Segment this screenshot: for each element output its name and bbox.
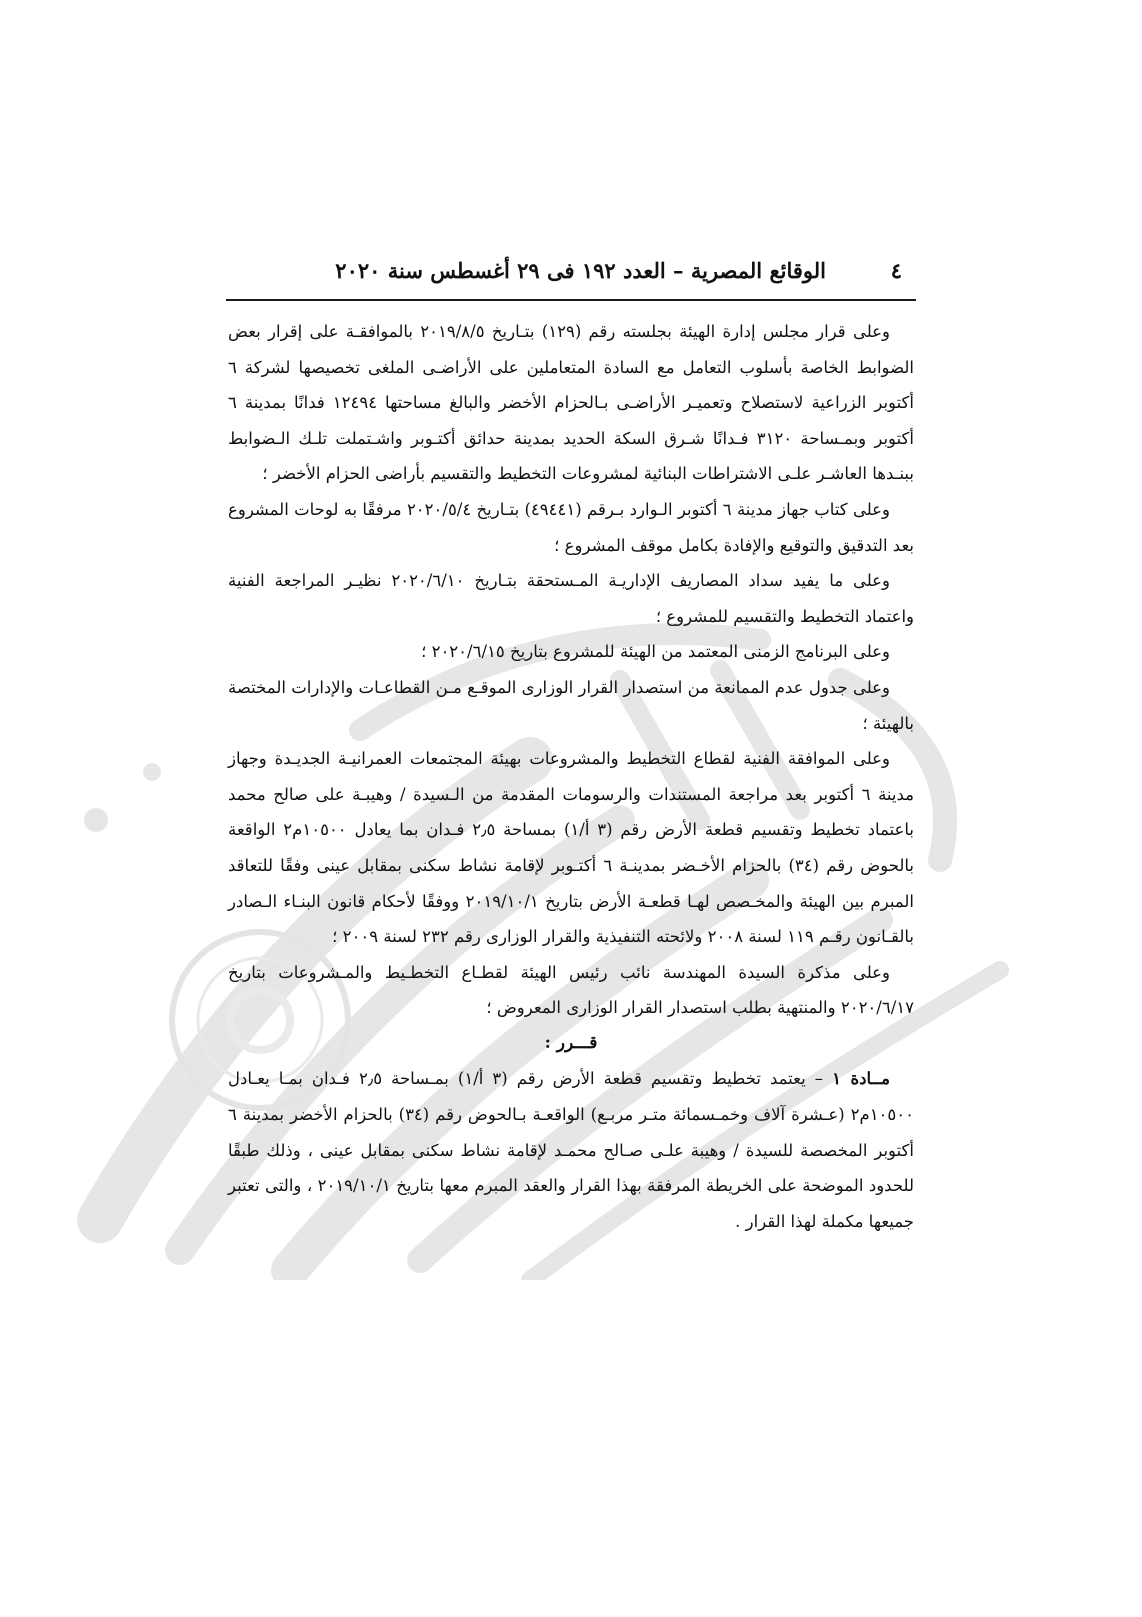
decision-word: قـــرر : [544, 1032, 598, 1053]
gazette-title: الوقائع المصرية – العدد ١٩٢ فى ٢٩ أغسطس سنة ٢٠٢٠ [335, 258, 826, 283]
recital-paragraph: وعلى البرنامج الزمنى المعتمد من الهيئة للمشروع بتاريخ ٢٠٢٠/٦/١٥ ؛ [421, 642, 890, 662]
recital-paragraph: وعلى مذكرة السيدة المهندسة نائب رئيس الهيئة لقطـاع التخطـيط والمـشروعات بتاريخ ٢٠٢٠/٦/١٧ والمنتهية بطلب استصدار القرار الوزارى المعروض ؛ [228, 962, 914, 1018]
page-header [226, 258, 916, 298]
recital-paragraph: وعلى الموافقة الفنية لقطاع التخطيط والمشروعات بهيئة المجتمعات العمرانيـة الجديـدة وجهاز مدينة ٦ أكتوبر بعد مراجعة المستندات والرسومات المقدمة من الـسيدة / وهيبـة على صالح محمد باعتماد تخطيط وتقسيم قطعة الأرض رقم (٣ أ/١) بمساحة ٢٫٥ فـدان بما يعادل ١٠٥٠٠م٢ الواقعة بالحوض رقم (٣٤) بالحزام الأخـضر بمدينـة ٦ أكتـوبر لإقامة نشاط سكنى بمقابل عينى وفقًا للتعاقد المبرم بين الهيئة والمخـصص لهـا قطعـة الأرض بتاريخ ٢٠١٩/١٠/١ ووفقًا لأحكام قانون البنـاء الـصادر بالقـانون رقـم ١١٩ لسنة ٢٠٠٨ ولائحته التنفيذية والقرار الوزارى رقم ٢٣٢ لسنة ٢٠٠٩ ؛ [228, 749, 915, 947]
document-body [228, 314, 914, 1239]
header-rule [226, 299, 916, 301]
article-label: مــادة ١ [832, 1069, 891, 1089]
recital-paragraph: وعلى قرار مجلس إدارة الهيئة بجلسته رقم (١٢٩) بتـاريخ ٢٠١٩/٨/٥ بالموافقـة على إقرار بعض الضوابط الخاصة بأسلوب التعامل مع السادة المتعاملين على الأراضـى الملغى تخصيصها لشركة ٦ أكتوبر الزراعية لاستصلاح وتعميـر الأراضـى بـالحزام الأخضر والبالغ مساحتها ١٢٤٩٤ فدانًا بمدينة ٦ أكتوبر وبمـساحة ٣١٢٠ فـدانًا شـرق السكة الحديد بمدينة حدائق أكتـوبر واشـتملت تلـك الـضوابط ببنـدها العاشـر علـى الاشتراطات البنائية لمشروعات التخطيط والتقسيم بأراضى الحزام الأخضر ؛ [228, 322, 914, 484]
decision-heading [228, 1026, 914, 1062]
recital-paragraph: وعلى جدول عدم الممانعة من استصدار القرار الوزارى الموقـع مـن القطاعـات والإدارات المختصة بالهيئة ؛ [228, 677, 914, 733]
recital-paragraph: وعلى كتاب جهاز مدينة ٦ أكتوبر الـوارد بـرقم (٤٩٤٤١) بتـاريخ ٢٠٢٠/٥/٤ مرفقًا به لوحات المشروع بعد التدقيق والتوقيع والإفادة بكامل موقف المشروع ؛ [228, 499, 914, 555]
article-paragraph [228, 1061, 914, 1239]
page-number: ٤ [890, 258, 902, 283]
recital-paragraph: وعلى ما يفيد سداد المصاريف الإداريـة المـستحقة بتـاريخ ٢٠٢٠/٦/١٠ نظيـر المراجعة الفنية واعتماد التخطيط والتقسيم للمشروع ؛ [228, 571, 914, 626]
article-text: – يعتمد تخطيط وتقسيم قطعة الأرض رقم (٣ أ/١) بمـساحة ٢٫٥ فـدان بمـا يعـادل ١٠٥٠٠م٢ (عـشرة آلاف وخمـسمائة متـر مربـع) الواقعـة بـالحوض رقم (٣٤) بالحزام الأخضر بمدينة ٦ أكتوبر المخصصة للسيدة / وهيبة علـى صـالح محمـد لإقامة نشاط سكنى بمقابل عينى ، وذلك طبقًا للحدود الموضحة على الخريطة المرفقة بهذا القرار والعقد المبرم معها بتاريخ ٢٠١٩/١٠/١ ، والتى تعتبر جميعها مكملة لهذا القرار . [228, 1069, 914, 1231]
